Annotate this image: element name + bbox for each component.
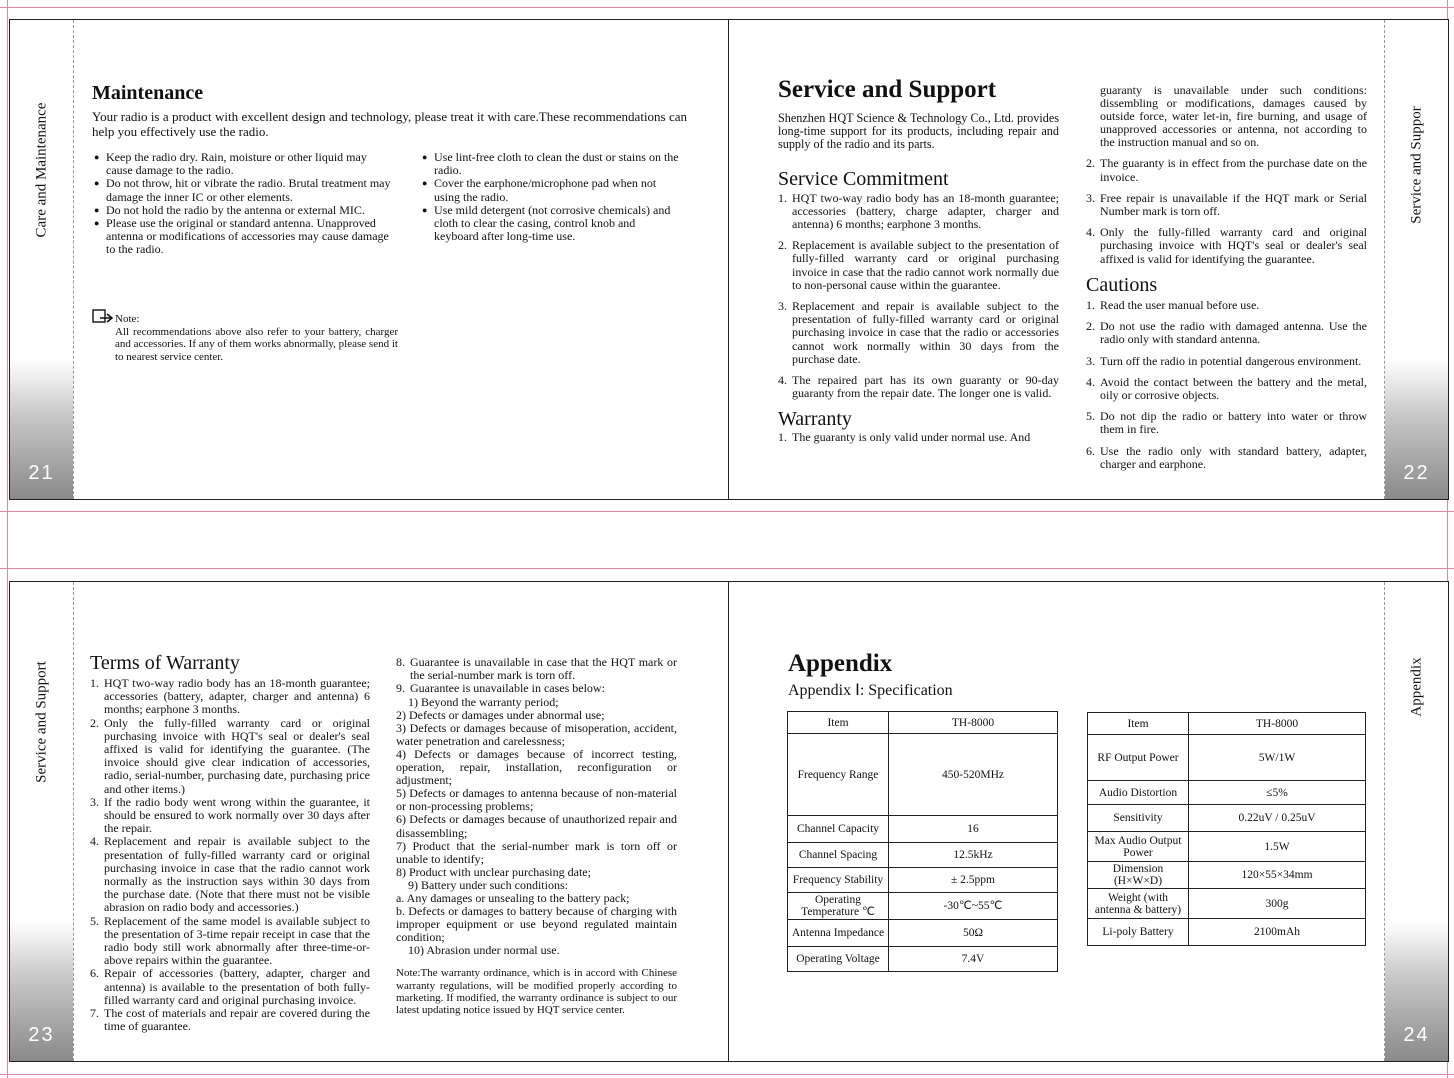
spec-row xyxy=(1088,713,1366,735)
bullet-item: ● Use mild detergent (not corrosive chemicals) and cloth to clear the casing, control knob and keyboard after long-time use. xyxy=(422,204,680,244)
sub-item: 6) Defects or damages because of unauthorized repair and disassembling; xyxy=(396,812,677,840)
numbered-item: 2. Only the fully-filled warranty card or original purchasing invoice with HQT's seal or dealer's seal affixed is valid for identifying the guarantee. (The invoice should give clear indication of accessories, radio, serial-number, purchasing date, purchasing price and other items.) xyxy=(90,715,370,796)
terms-list-right xyxy=(396,656,677,696)
spec-label: Antenna Impedance xyxy=(788,920,889,947)
spec-table-2 xyxy=(1087,712,1366,946)
term-9-items xyxy=(396,696,677,958)
commitment-list xyxy=(778,192,1059,401)
service-col-1 xyxy=(778,76,1059,445)
spec-row xyxy=(788,712,1058,734)
terms-note: Note:The warranty ordinance, which is in accord with Chinese warranty regulations, will be modified properly according to marketing. If modified, the warranty ordinance is subject to our latest updating notice issued by HQT service center. xyxy=(396,967,677,1017)
maintenance-intro: Your radio is a product with excellent design and technology, please treat it with care.These recommendations can help you effectively use the radio. xyxy=(92,109,687,139)
cautions-list xyxy=(1086,299,1367,471)
side-title: Care and Maintenance xyxy=(33,102,49,238)
bullet-item: ● Do not hold the radio by the antenna or external MIC. xyxy=(94,204,394,217)
spec-value: ± 2.5ppm xyxy=(889,868,1058,893)
spec-row xyxy=(1088,889,1366,919)
bullet-item: ● Cover the earphone/microphone pad when not using the radio. xyxy=(422,177,680,203)
note-label: Note: xyxy=(115,313,140,325)
page-number: 24 xyxy=(1403,1024,1430,1046)
numbered-item: 4. The repaired part has its own guaranty or 90-day guaranty from the repair date. The longer one is valid. xyxy=(778,373,1059,401)
bullet-item: ● Do not throw, hit or vibrate the radio. Brutal treatment may damage the inner IC or other elements. xyxy=(94,177,394,203)
page-21 xyxy=(9,19,729,500)
spec-row xyxy=(1088,735,1366,781)
spec-row xyxy=(788,920,1058,947)
appendix-subheading: Appendix Ⅰ: Specification xyxy=(788,682,953,699)
service-heading: Service and Support xyxy=(778,76,997,103)
numbered-item: 6. Repair of accessories (battery, adapter, charger and antenna) is available to the presentation of both fully-filled warranty card and original purchasing invoice. xyxy=(90,966,370,1007)
service-col-2 xyxy=(1086,84,1367,479)
spec-value: 5W/1W xyxy=(1189,735,1366,781)
spec-value: 0.22uV / 0.25uV xyxy=(1189,805,1366,832)
spec-value: 2100mAh xyxy=(1189,919,1366,946)
cautions-heading: Cautions xyxy=(1086,273,1158,296)
spec-row xyxy=(788,893,1058,920)
maintenance-bullets-left xyxy=(94,151,394,257)
commitment-heading: Service Commitment xyxy=(778,167,949,190)
cut-line xyxy=(0,568,1454,569)
spec-row xyxy=(788,734,1058,816)
spec-label: Audio Distortion xyxy=(1088,781,1189,805)
spec-label: Channel Spacing xyxy=(788,843,889,868)
note-block xyxy=(115,313,398,363)
spec-value: TH-8000 xyxy=(889,712,1058,734)
spec-row xyxy=(788,816,1058,843)
warranty-continued: guaranty is unavailable under such conditions: dissembling or modifications, damages caused by outside force, water let-in, fire burning, and usage of unapproved accessories or antenna, not according to the instruction manual and so on. xyxy=(1100,83,1367,150)
page-22 xyxy=(728,19,1449,500)
spec-label: Item xyxy=(788,712,889,734)
numbered-item: 1. Read the user manual before use. xyxy=(1086,297,1260,312)
spec-value: -30℃~55℃ xyxy=(889,893,1058,920)
page-number: 23 xyxy=(28,1024,55,1046)
cut-line xyxy=(0,7,1454,8)
side-bar xyxy=(1384,20,1448,499)
numbered-item: 4. Only the fully-filled warranty card and original purchasing invoice with HQT's seal or dealer's seal affixed is valid for identifying the guarantee. xyxy=(1086,225,1367,266)
spec-value: 50Ω xyxy=(889,920,1058,947)
side-bar xyxy=(10,20,74,499)
sub-item: 1) Beyond the warranty period; xyxy=(408,694,559,709)
maintenance-bullets-right xyxy=(422,151,680,243)
numbered-item: 1. HQT two-way radio body has an 18-month guarantee; accessories (battery, charge adapter, charger and antenna) 6 months; earphone 3 months. xyxy=(778,190,1059,232)
spec-label: Operating Voltage xyxy=(788,947,889,972)
numbered-item: 7. The cost of materials and repair are covered during the time of guarantee. xyxy=(90,1006,370,1034)
numbered-item: 5. Do not dip the radio or battery into water or throw them in fire. xyxy=(1086,409,1367,437)
spec-row xyxy=(1088,832,1366,862)
spec-row xyxy=(1088,805,1366,832)
maintenance-section xyxy=(92,82,687,139)
terms-list-left xyxy=(90,677,370,1033)
spec-value: 1.5W xyxy=(1189,832,1366,862)
spec-value: 120×55×34mm xyxy=(1189,862,1366,889)
spec-value: 16 xyxy=(889,816,1058,843)
page-number: 21 xyxy=(28,462,55,484)
warranty-first: 1. The guaranty is only valid under normal use. And xyxy=(778,430,1031,445)
numbered-item: 2. The guaranty is in effect from the purchase date on the invoice. xyxy=(1086,156,1367,184)
cut-line xyxy=(0,1074,1454,1075)
warranty-list xyxy=(1086,157,1367,265)
spec-label: Frequency Stability xyxy=(788,868,889,893)
numbered-item: 2. Do not use the radio with damaged antenna. Use the radio only with standard antenna. xyxy=(1086,319,1367,347)
side-bar xyxy=(1384,582,1448,1061)
term-9: 9. Guarantee is unavailable in cases below: xyxy=(396,681,605,696)
numbered-item: 3. Replacement and repair is available subject to the presentation of fully-filled warranty card or original purchasing invoice in case that the radio or accessories cannot work normally within 30 days from the purchase date. xyxy=(778,299,1059,366)
sub-item: a. Any damages or unsealing to the battery pack; xyxy=(396,891,630,906)
sub-item: 10) Abrasion under normal use. xyxy=(408,943,560,958)
note-text: All recommendations above also refer to your battery, charger and accessories. If any of them works abnormally, please send it to nearest service center. xyxy=(115,325,398,363)
bullet-item: ● Please use the original or standard antenna. Unapproved antenna or modifications of accessories may cause damage to the radio. xyxy=(94,217,394,257)
terms-heading: Terms of Warranty xyxy=(90,652,240,674)
numbered-item: 4. Avoid the contact between the battery and the metal, oily or corrosive objects. xyxy=(1086,374,1367,402)
side-bar xyxy=(10,582,74,1061)
sub-item: b. Defects or damages to battery because of charging with improper equipment or use beyond regulated maintain condition; xyxy=(396,904,677,945)
side-title: Service and Support xyxy=(33,661,49,783)
numbered-item: 5. Replacement of the same model is available subject to the presentation of 3-time repair receipt in case that the radio body still work abnormally after three-time-or-above repairs within the guarantee. xyxy=(90,913,370,968)
sub-item: 8) Product with unclear purchasing date; xyxy=(396,864,591,879)
spec-label: Max Audio Output Power xyxy=(1088,832,1189,862)
side-title: Service and Suppor xyxy=(1408,106,1424,224)
sub-item: 5) Defects or damages to antenna because of non-material or non-processing problems; xyxy=(396,786,677,814)
spec-value: 300g xyxy=(1189,889,1366,919)
bullet-item: ● Use lint-free cloth to clean the dust or stains on the radio. xyxy=(422,151,680,177)
spec-label: Operating Temperature ℃ xyxy=(788,893,889,920)
numbered-item: 3. Free repair is unavailable if the HQT mark or Serial Number mark is torn off. xyxy=(1086,190,1367,219)
numbered-item: 3. Turn off the radio in potential dangerous environment. xyxy=(1086,353,1362,368)
page-23 xyxy=(9,581,729,1062)
spec-row xyxy=(788,947,1058,972)
sub-item: 2) Defects or damages under abnormal use; xyxy=(396,707,605,722)
spec-value: 7.4V xyxy=(889,947,1058,972)
spec-label: Weight (with antenna & battery) xyxy=(1088,889,1189,919)
numbered-item: 1. HQT two-way radio body has an 18-month guarantee; accessories (battery, adapter, charger and antenna) 6 months; earphone 3 months. xyxy=(90,676,370,717)
terms-col-2 xyxy=(396,656,677,1016)
sub-item: 7) Product that the serial-number mark is torn off or unable to identify; xyxy=(396,838,677,866)
spec-label: Frequency Range xyxy=(788,734,889,816)
service-intro: Shenzhen HQT Science & Technology Co., Ltd. provides long-time support for its products, including repair and supply of the radio and its parts. xyxy=(778,111,1059,152)
spec-value: 12.5kHz xyxy=(889,843,1058,868)
terms-col-1 xyxy=(90,652,370,1033)
spec-row xyxy=(788,843,1058,868)
sub-item: 3) Defects or damages because of misoperation, accident, water penetration and carelessness; xyxy=(396,720,677,748)
cut-line xyxy=(0,511,1454,512)
page-24 xyxy=(728,581,1449,1062)
numbered-item: 6. Use the radio only with standard battery, adapter, charger and earphone. xyxy=(1086,443,1367,471)
page-number: 22 xyxy=(1403,462,1430,484)
spec-label: Dimension (H×W×D) xyxy=(1088,862,1189,889)
bullet-item: ● Keep the radio dry. Rain, moisture or other liquid may cause damage to the radio. xyxy=(94,151,394,177)
sub-item: 4) Defects or damages because of incorrect testing, operation, repair, installation, reconfiguration or adjustment; xyxy=(396,746,677,788)
term-8: 8. Guarantee is unavailable in case that the HQT mark or the serial-number mark is torn off. xyxy=(396,655,677,683)
spec-label: Channel Capacity xyxy=(788,816,889,843)
spec-label: Li-poly Battery xyxy=(1088,919,1189,946)
note-icon xyxy=(92,309,112,323)
spec-label: RF Output Power xyxy=(1088,735,1189,781)
spec-row xyxy=(1088,781,1366,805)
sub-item: 9) Battery under such conditions: xyxy=(408,877,568,892)
spec-row xyxy=(788,868,1058,893)
spec-value: ≤5% xyxy=(1189,781,1366,805)
spec-row xyxy=(1088,919,1366,946)
warranty-heading: Warranty xyxy=(778,408,852,431)
appendix-heading: Appendix xyxy=(788,650,893,677)
spec-label: Item xyxy=(1088,713,1189,735)
cut-line xyxy=(7,0,8,1078)
numbered-item: 3. If the radio body went wrong within the guarantee, it should be ensured to work normally over 30 days after the repair. xyxy=(90,794,370,836)
side-title: Appendix xyxy=(1408,657,1424,717)
spec-row xyxy=(1088,862,1366,889)
spec-label: Sensitivity xyxy=(1088,805,1189,832)
numbered-item: 2. Replacement is available subject to the presentation of fully-filled warranty card or original purchasing invoice in case that the radio cannot work normally due to non-personal cause within the guarantee. xyxy=(778,238,1059,292)
spec-value: 450-520MHz xyxy=(889,734,1058,816)
numbered-item: 4. Replacement and repair is available subject to the presentation of fully-filled warranty card or original purchasing invoice in case that the radio cannot work normally as the instruction says within 30 days from the purchase date. (Note that there must not be visible abrasion on radio body and accessories.) xyxy=(90,834,370,915)
maintenance-heading: Maintenance xyxy=(92,82,204,104)
spec-value: TH-8000 xyxy=(1189,713,1366,735)
spec-table-1 xyxy=(787,711,1058,972)
appendix-header xyxy=(788,650,953,700)
